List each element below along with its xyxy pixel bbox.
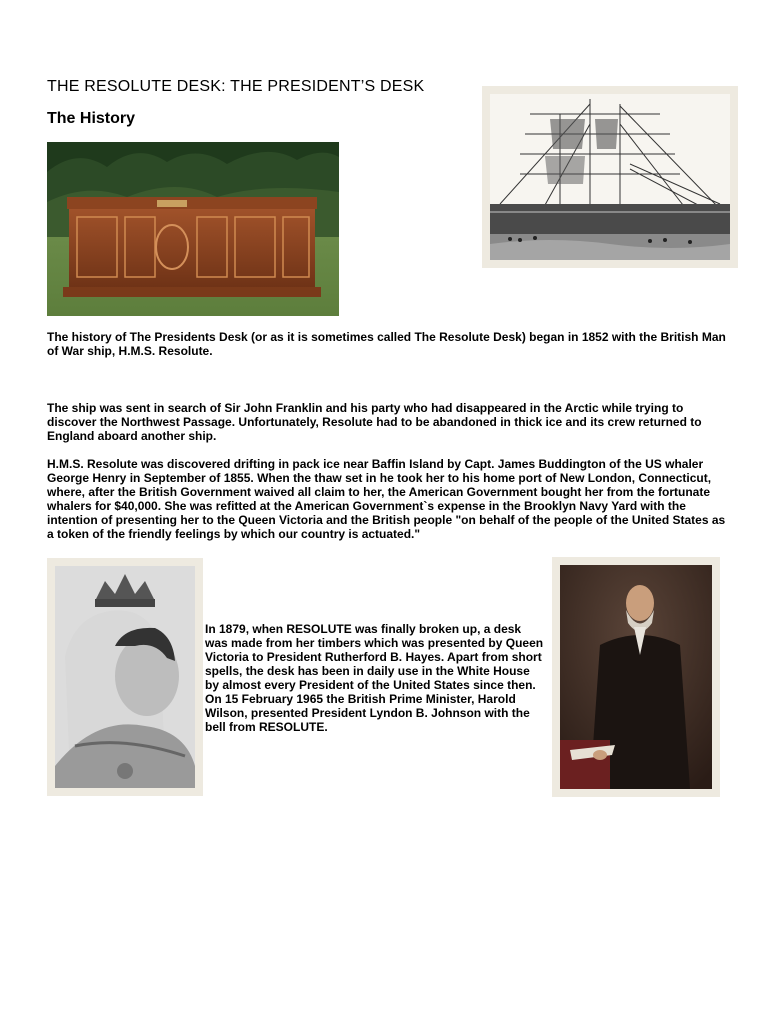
paragraph-origin: The history of The Presidents Desk (or as it is sometimes called The Resolute Desk) began in 1852 with the British Man of War ship, H.M.S. Resolute. — [47, 330, 726, 358]
page-title: THE RESOLUTE DESK: THE PRESIDENT’S DESK — [47, 78, 425, 95]
rutherford-hayes-portrait — [552, 557, 720, 797]
section-heading: The History — [47, 110, 136, 127]
paragraph-franklin: The ship was sent in search of Sir John Franklin and his party who had disappeared in the Arctic while trying to discover the Northwest Passage. Unfortunately, Resolute had to be abandoned in thick ice and its crew returned to England aboard another ship. — [47, 401, 702, 443]
ship-engraving — [482, 86, 738, 268]
paragraph-discovery: H.M.S. Resolute was discovered drifting in pack ice near Baffin Island by Capt. James Buddington of the US whaler George Henry in September of 1855. When the thaw set in he took her to his home port of New London, Connecticut, where, after the British Government waived all claim to her, the American Government bought her from the fortunate whalers for $40,000. She was refitted at the American Government`s expense in the Brooklyn Navy Yard with the intention of presenting her to the Queen Victoria and the British people "on behalf of the people of the United States as a token of the friendly feelings by which our country is actuated." — [47, 457, 726, 541]
paragraph-desk-made: In 1879, when RESOLUTE was finally broken up, a desk was made from her timbers which was presented by Queen Victoria to President Rutherford B. Hayes. Apart from short spells, the desk has been in daily use in the White House by almost every President of the United States since then. On 15 February 1965 the British Prime Minister, Harold Wilson, presented President Lyndon B. Johnson with the bell from RESOLUTE. — [205, 622, 544, 734]
desk-photo — [47, 142, 339, 316]
queen-victoria-portrait — [47, 558, 203, 796]
